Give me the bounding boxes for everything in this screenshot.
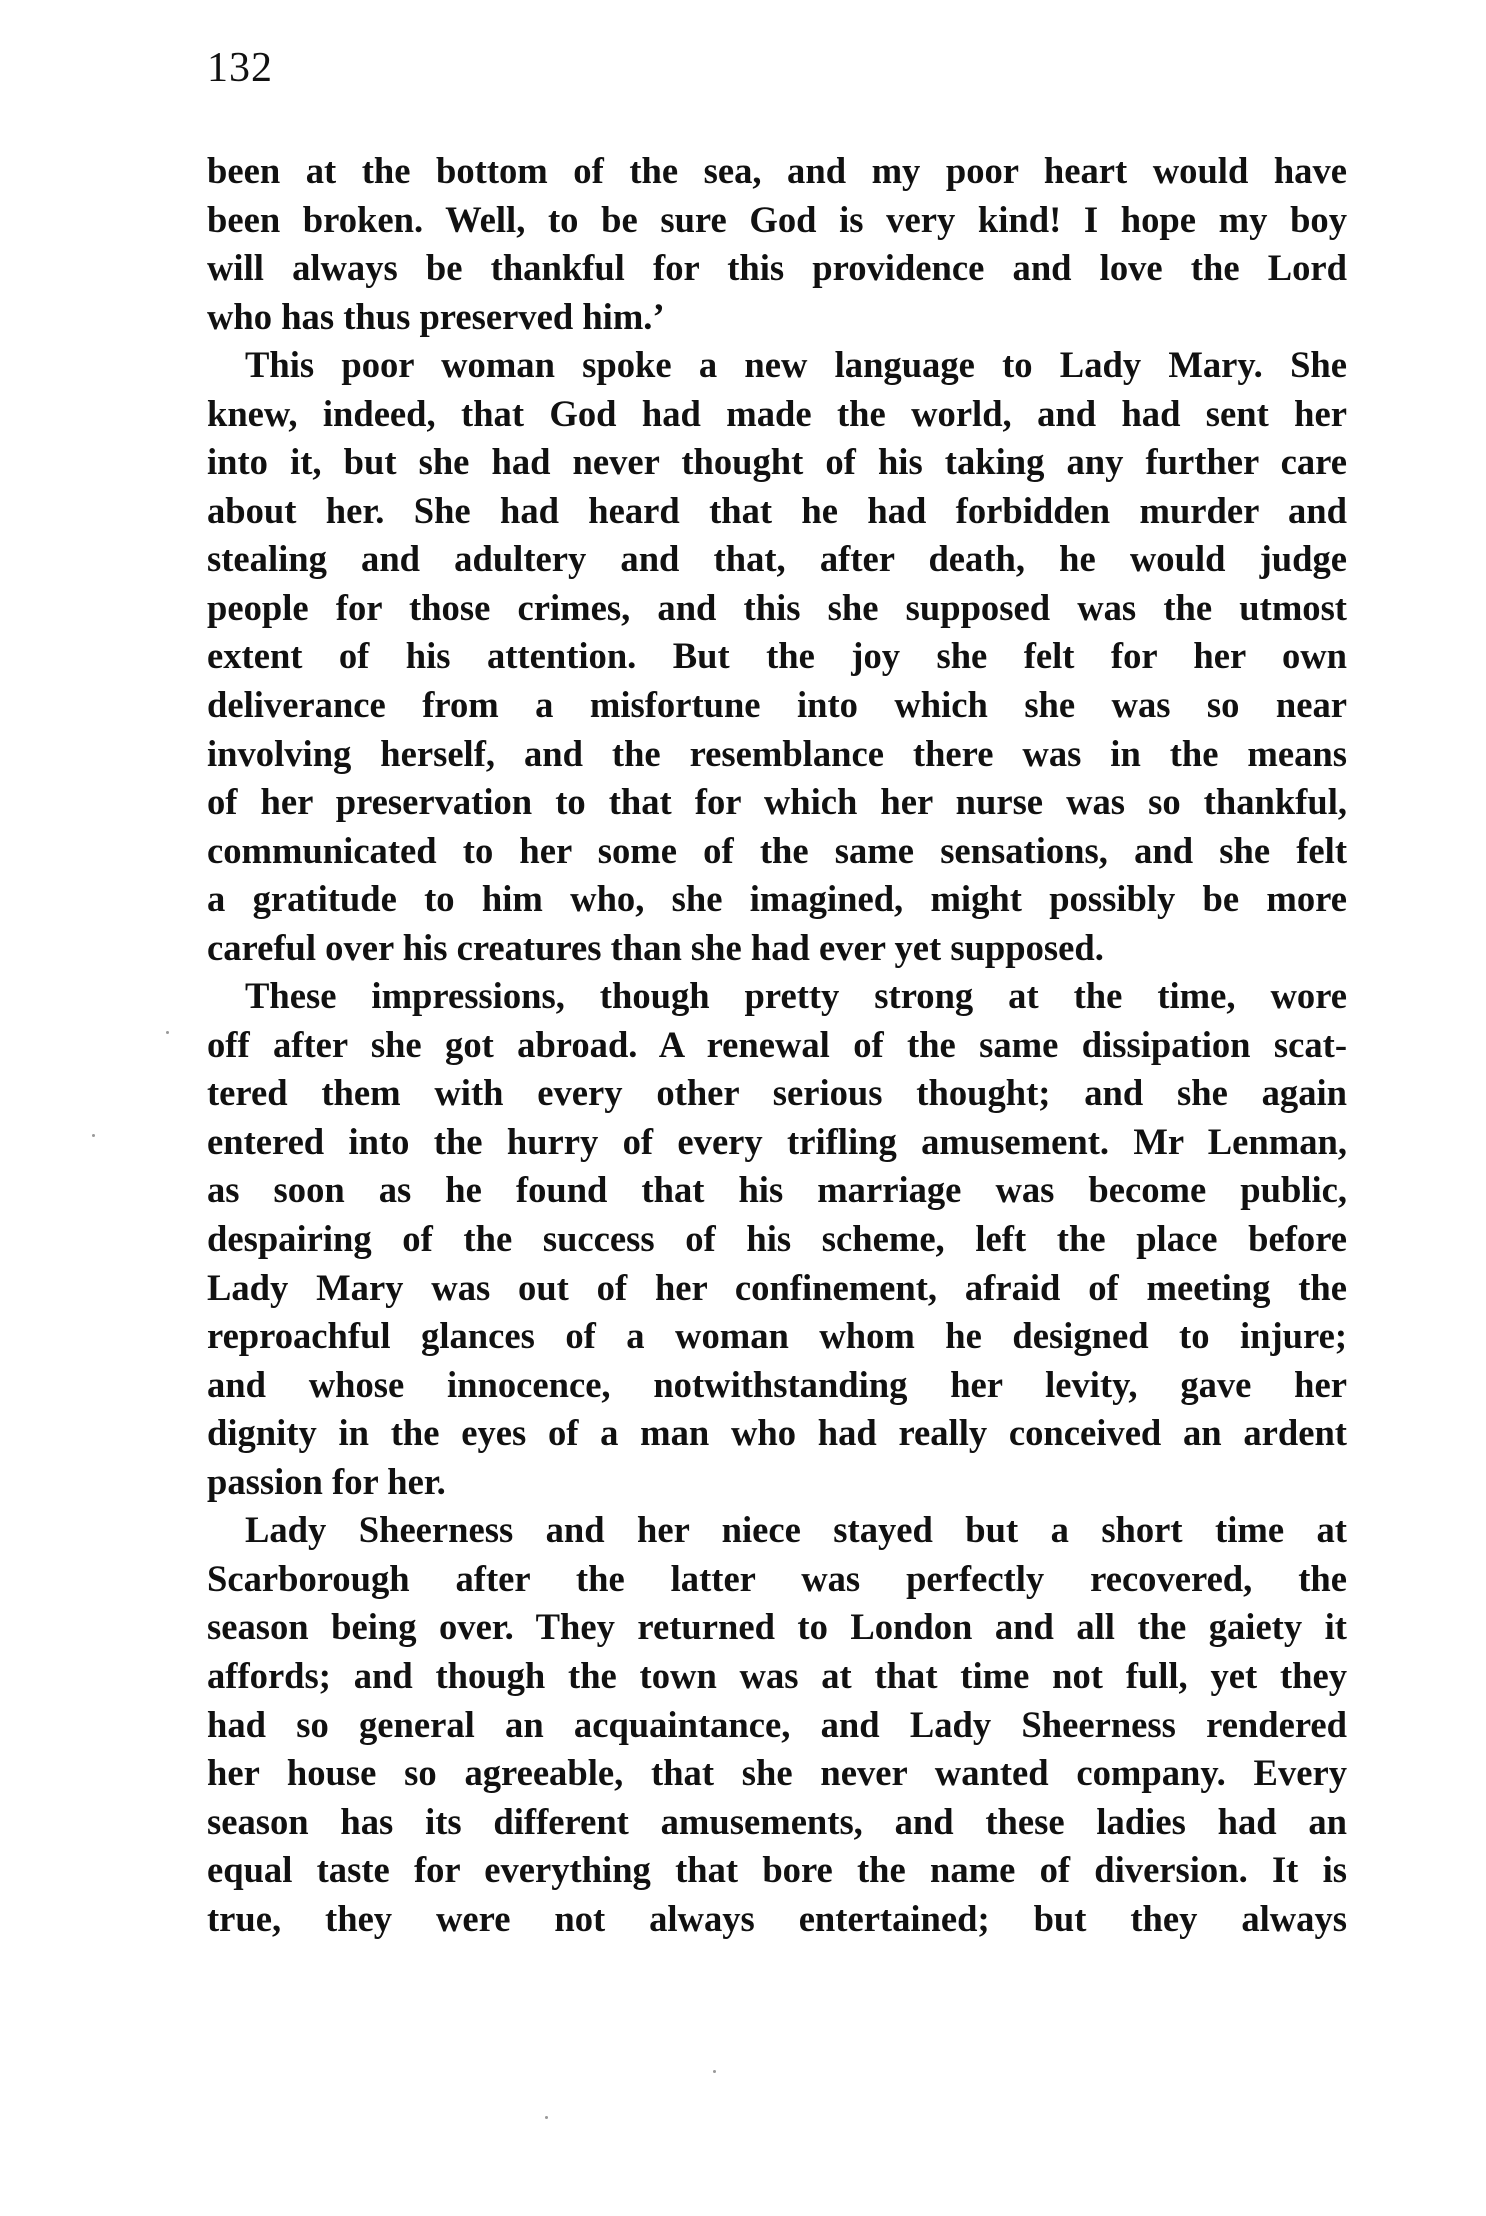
paragraph <box>207 1506 1347 1943</box>
text-line: reproachful glances of a woman whom he designed to injure; <box>207 1315 1347 1357</box>
text-line: knew, indeed, that God had made the world, and had sent her <box>207 392 1347 434</box>
text-line: passion for her. <box>207 1460 446 1502</box>
text-line: a gratitude to him who, she imagined, might possibly be more <box>207 878 1347 920</box>
text-line: involving herself, and the resemblance there was in the means <box>207 732 1347 774</box>
scan-speck <box>713 2070 716 2073</box>
text-line: who has thus preserved him.’ <box>207 295 665 337</box>
text-line: stealing and adultery and that, after death, he would judge <box>207 538 1347 580</box>
text-line: season being over. They returned to London and all the gaiety it <box>207 1606 1347 1648</box>
text-line: will always be thankful for this providence and love the Lord <box>207 247 1347 289</box>
scan-speck <box>166 1031 169 1034</box>
text-line: Lady Sheerness and her niece stayed but a short time at <box>245 1509 1347 1551</box>
text-line: off after she got abroad. A renewal of the same dissipation scat- <box>207 1023 1347 1065</box>
text-line: people for those crimes, and this she supposed was the utmost <box>207 586 1347 628</box>
text-line: about her. She had heard that he had forbidden murder and <box>207 489 1347 531</box>
paragraph <box>207 147 1347 341</box>
text-line: had so general an acquaintance, and Lady Sheerness rendered <box>207 1703 1347 1745</box>
text-line: This poor woman spoke a new language to Lady Mary. She <box>245 344 1347 386</box>
text-line: true, they were not always entertained; but they always <box>207 1897 1347 1939</box>
page-number: 132 <box>207 45 273 91</box>
text-line: season has its different amusements, and these ladies had an <box>207 1800 1347 1842</box>
text-line: Scarborough after the latter was perfectly recovered, the <box>207 1557 1347 1599</box>
paragraph <box>207 972 1347 1506</box>
text-line: entered into the hurry of every trifling amusement. Mr Lenman, <box>207 1120 1347 1162</box>
paragraph <box>207 341 1347 972</box>
text-line: dignity in the eyes of a man who had really conceived an ardent <box>207 1412 1347 1454</box>
text-line: communicated to her some of the same sensations, and she felt <box>207 829 1347 871</box>
text-line: her house so agreeable, that she never wanted company. Every <box>207 1752 1347 1794</box>
text-line: Lady Mary was out of her confinement, afraid of meeting the <box>207 1266 1347 1308</box>
scan-speck <box>92 1134 95 1137</box>
text-line: deliverance from a misfortune into which she was so near <box>207 684 1347 726</box>
text-line: These impressions, though pretty strong at the time, wore <box>245 975 1347 1017</box>
text-line: as soon as he found that his marriage was become public, <box>207 1169 1347 1211</box>
text-line: into it, but she had never thought of his taking any further care <box>207 441 1347 483</box>
scan-speck <box>545 2116 548 2119</box>
text-line: of her preservation to that for which her nurse was so thankful, <box>207 781 1347 823</box>
text-line: affords; and though the town was at that time not full, yet they <box>207 1654 1347 1696</box>
text-line: equal taste for everything that bore the name of diversion. It is <box>207 1849 1347 1891</box>
text-line: and whose innocence, notwithstanding her levity, gave her <box>207 1363 1347 1405</box>
text-line: tered them with every other serious thought; and she again <box>207 1072 1347 1114</box>
text-line: despairing of the success of his scheme, left the place before <box>207 1218 1347 1260</box>
body-text <box>207 147 1347 1943</box>
text-line: been at the bottom of the sea, and my poor heart would have <box>207 150 1347 191</box>
text-line: careful over his creatures than she had ever yet supposed. <box>207 926 1104 968</box>
text-line: extent of his attention. But the joy she felt for her own <box>207 635 1347 677</box>
text-line: been broken. Well, to be sure God is very kind! I hope my boy <box>207 198 1347 240</box>
